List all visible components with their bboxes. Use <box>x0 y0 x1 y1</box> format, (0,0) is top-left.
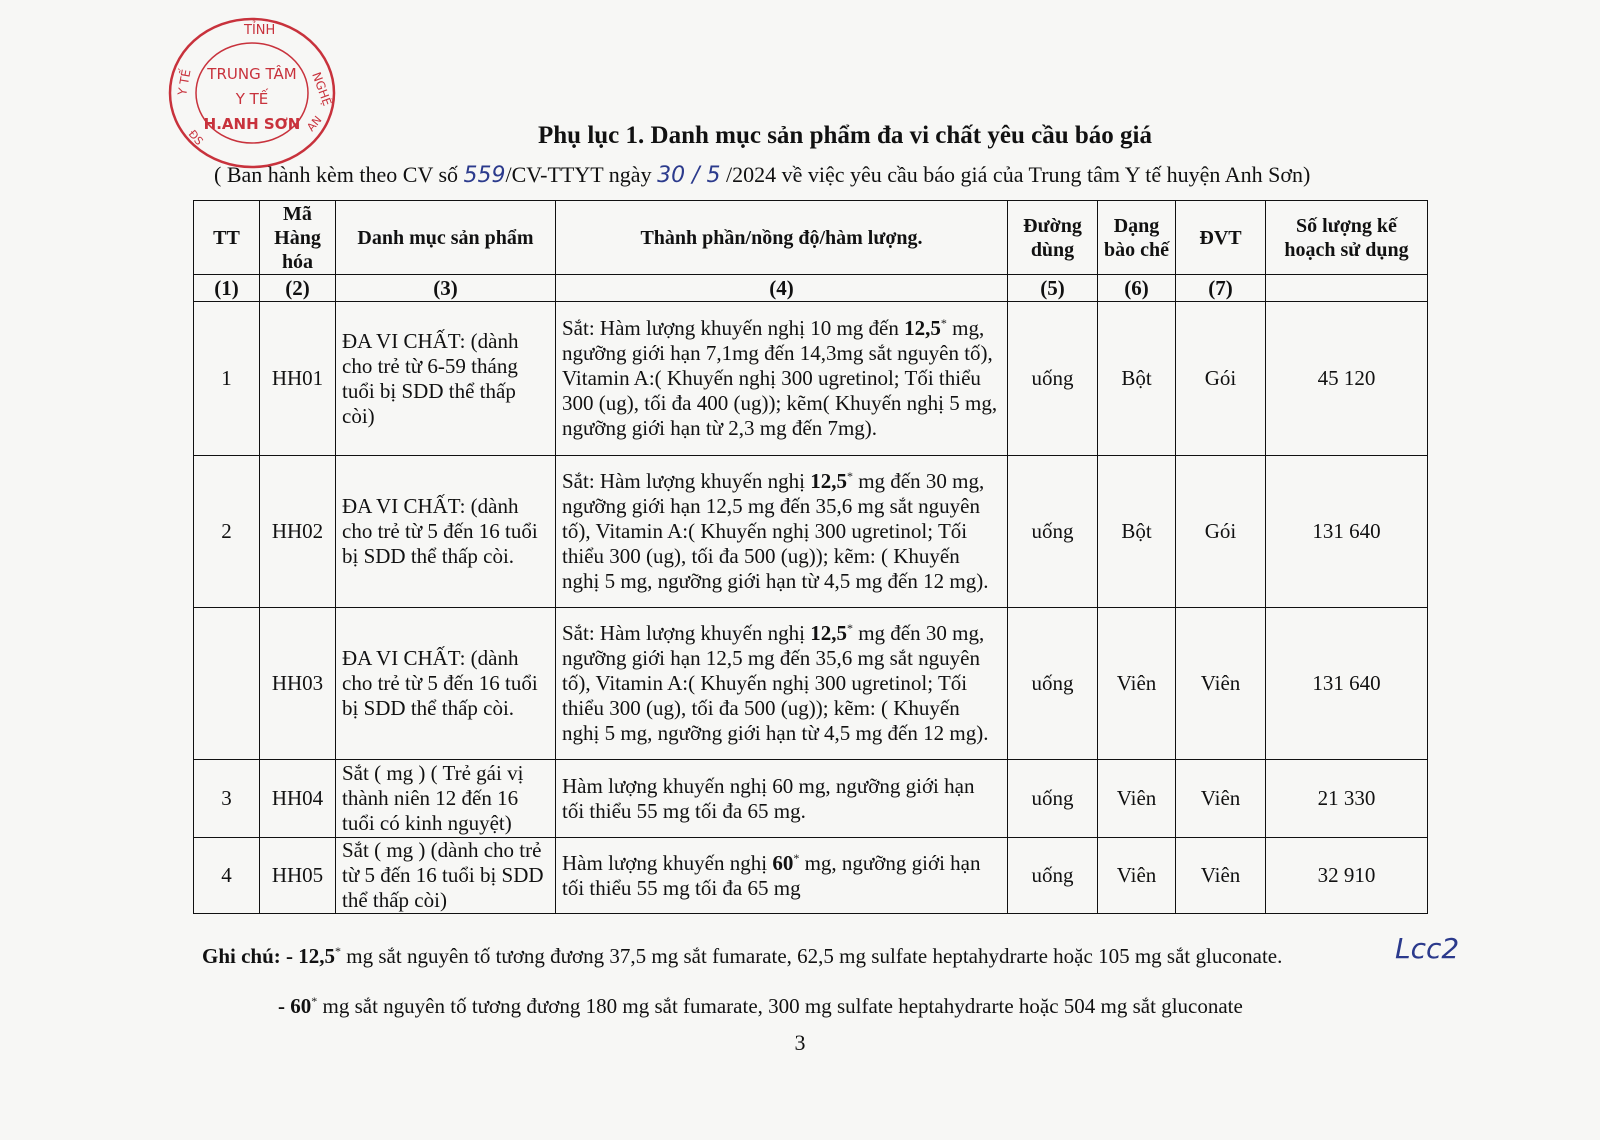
row-name: ĐA VI CHẤT: (dành cho trẻ từ 5 đến 16 tuổi bị SDD thể thấp còi. <box>336 608 556 760</box>
header-unit: ĐVT <box>1176 201 1266 275</box>
header-form: Dạng bào chế <box>1098 201 1176 275</box>
row-qty: 21 330 <box>1266 760 1428 838</box>
row-unit: Gói <box>1176 456 1266 608</box>
row-name: Sắt ( mg ) (dành cho trẻ từ 5 đến 16 tuổi bị SDD thể thấp còi) <box>336 838 556 914</box>
comp-bold: 12,5 <box>810 621 847 645</box>
row-composition <box>556 608 1008 760</box>
asterisk: * <box>311 994 318 1008</box>
row-tt: 3 <box>194 760 260 838</box>
comp-text: mg, ngưỡng giới hạn 7,1mg đến 14,3mg sắt nguyên tố), Vitamin A:( Khuyến nghị 300 ugretinol; Tối thiểu 300 (ug), tối đa 400 (ug)); kẽm( Khuyến nghị 5 mg, ngưỡng giới hạn từ 2,3 mg đến 7mg). <box>562 316 998 440</box>
row-form: Viên <box>1098 838 1176 914</box>
asterisk: * <box>940 316 947 330</box>
row-code: HH01 <box>260 302 336 456</box>
row-tt: 4 <box>194 838 260 914</box>
asterisk: * <box>846 469 853 483</box>
stamp-bottom-left: ĐS <box>185 127 206 148</box>
row-form: Viên <box>1098 608 1176 760</box>
row-route: uống <box>1008 838 1098 914</box>
header-name: Danh mục sản phẩm <box>336 201 556 275</box>
table-row <box>194 608 1428 760</box>
subtitle-part3: /2024 về việc yêu cầu báo giá của Trung tâm Y tế huyện Anh Sơn) <box>720 162 1311 187</box>
note1-value: 12,5 <box>298 944 336 968</box>
row-form: Bột <box>1098 302 1176 456</box>
comp-text: Sắt: Hàm lượng khuyến nghị <box>562 469 811 493</box>
subtitle-part2: /CV-TTYT ngày <box>505 162 658 187</box>
comp-bold: 12,5 <box>810 469 847 493</box>
row-composition <box>556 838 1008 914</box>
row-code: HH02 <box>260 456 336 608</box>
page-number: 3 <box>794 1030 806 1055</box>
row-unit: Viên <box>1176 760 1266 838</box>
row-route: uống <box>1008 456 1098 608</box>
row-tt: 1 <box>194 302 260 456</box>
row-name: Sắt ( mg ) ( Trẻ gái vị thành niên 12 đến 16 tuổi có kinh nguyệt) <box>336 760 556 838</box>
stamp-line1: TRUNG TÂM <box>207 65 297 83</box>
header-route: Đường dùng <box>1008 201 1098 275</box>
handwritten-cv-number: 559 <box>463 163 506 188</box>
comp-text: Sắt: Hàm lượng khuyến nghị <box>562 621 811 645</box>
row-qty: 32 910 <box>1266 838 1428 914</box>
row-unit: Viên <box>1176 838 1266 914</box>
index-7: (7) <box>1176 275 1266 302</box>
index-2: (2) <box>260 275 336 302</box>
row-composition <box>556 456 1008 608</box>
row-code: HH05 <box>260 838 336 914</box>
note-line-1 <box>202 944 1282 969</box>
header-composition: Thành phần/nồng độ/hàm lượng. <box>556 201 1008 275</box>
table-row <box>194 760 1428 838</box>
row-code: HH03 <box>260 608 336 760</box>
index-5: (5) <box>1008 275 1098 302</box>
table-row <box>194 838 1428 914</box>
asterisk: * <box>335 944 342 958</box>
row-qty: 45 120 <box>1266 302 1428 456</box>
row-composition <box>556 760 1008 838</box>
index-6: (6) <box>1098 275 1176 302</box>
row-tt: 2 <box>194 456 260 608</box>
table-row <box>194 456 1428 608</box>
row-form: Bột <box>1098 456 1176 608</box>
index-3: (3) <box>336 275 556 302</box>
row-composition <box>556 302 1008 456</box>
row-name: ĐA VI CHẤT: (dành cho trẻ từ 5 đến 16 tuổi bị SDD thể thấp còi. <box>336 456 556 608</box>
stamp-line3: H.ANH SƠN <box>203 115 301 133</box>
index-1: (1) <box>194 275 260 302</box>
header-tt: TT <box>194 201 260 275</box>
note1-prefix: : - <box>273 944 299 968</box>
comp-text: Sắt: Hàm lượng khuyến nghị 10 mg đến <box>562 316 905 340</box>
stamp-right-text: NGHỆ <box>309 70 335 108</box>
comp-text: Hàm lượng khuyến nghị 60 mg, ngưỡng giới hạn tối thiểu 55 mg tối đa 65 mg. <box>562 773 975 823</box>
handwritten-signature: Lcc2 <box>1395 932 1460 965</box>
comp-bold: 60 <box>772 850 794 875</box>
note-label: Ghi chú <box>202 944 274 968</box>
table-row <box>194 302 1428 456</box>
document-subtitle <box>214 162 1310 188</box>
note-line-2 <box>278 994 1243 1019</box>
header-row <box>194 201 1428 275</box>
note2-prefix: - <box>278 994 291 1018</box>
row-unit: Gói <box>1176 302 1266 456</box>
index-8 <box>1266 275 1428 302</box>
row-qty: 131 640 <box>1266 456 1428 608</box>
row-unit: Viên <box>1176 608 1266 760</box>
row-route: uống <box>1008 302 1098 456</box>
row-route: uống <box>1008 608 1098 760</box>
stamp-left-text: Y TẾ <box>175 68 194 97</box>
subtitle-part1: ( Ban hành kèm theo CV số <box>214 162 464 187</box>
comp-text: mg đến 30 mg, ngưỡng giới hạn 12,5 mg đến 35,6 mg sắt nguyên tố), Vitamin A:( Khuyến nghị 300 ugretinol; Tối thiểu 300 (ug), tối đa 500 (ug)); kẽm: ( Khuyến nghị 5 mg, ngưỡng giới hạn từ 4,5 mg đến 12 mg). <box>562 469 989 593</box>
comp-text: mg, ngưỡng giới hạn tối thiểu 55 mg tối đa 65 mg <box>562 850 981 900</box>
comp-text: Hàm lượng khuyến nghị <box>562 850 773 875</box>
handwritten-date: 30 / 5 <box>657 163 721 188</box>
row-form: Viên <box>1098 760 1176 838</box>
index-4: (4) <box>556 275 1008 302</box>
note2-value: 60 <box>290 994 312 1018</box>
index-row <box>194 275 1428 302</box>
stamp-line2: Y TẾ <box>235 90 269 108</box>
asterisk: * <box>846 621 853 635</box>
stamp-top-text: TỈNH <box>244 23 276 38</box>
row-route: uống <box>1008 760 1098 838</box>
note2-text: mg sắt nguyên tố tương đương 180 mg sắt fumarate, 300 mg sulfate heptahydrarte hoặc 504 mg sắt gluconate <box>317 994 1243 1018</box>
note1-text: mg sắt nguyên tố tương đương 37,5 mg sắt fumarate, 62,5 mg sulfate heptahydrarte hoặc 105 mg sắt gluconate. <box>341 944 1283 968</box>
row-tt <box>194 608 260 760</box>
row-qty: 131 640 <box>1266 608 1428 760</box>
header-code: Mã Hàng hóa <box>260 201 336 275</box>
comp-text: mg đến 30 mg, ngưỡng giới hạn 12,5 mg đến 35,6 mg sắt nguyên tố), Vitamin A:( Khuyến nghị 300 ugretinol; Tối thiểu 300 (ug), tối đa 500 (ug)); kẽm: ( Khuyến nghị 5 mg, ngưỡng giới hạn từ 4,5 mg đến 12 mg). <box>562 621 989 745</box>
row-name: ĐA VI CHẤT: (dành cho trẻ từ 6-59 tháng tuổi bị SDD thể thấp còi) <box>336 302 556 456</box>
document-title: Phụ lục 1. Danh mục sản phẩm đa vi chất yêu cầu báo giá <box>537 122 1152 149</box>
stamp-bottom-right: AN <box>304 113 325 134</box>
comp-bold: 12,5 <box>904 316 941 340</box>
asterisk: * <box>793 850 800 865</box>
product-table <box>193 200 1428 914</box>
row-code: HH04 <box>260 760 336 838</box>
header-qty: Số lượng kế hoạch sử dụng <box>1266 201 1428 275</box>
